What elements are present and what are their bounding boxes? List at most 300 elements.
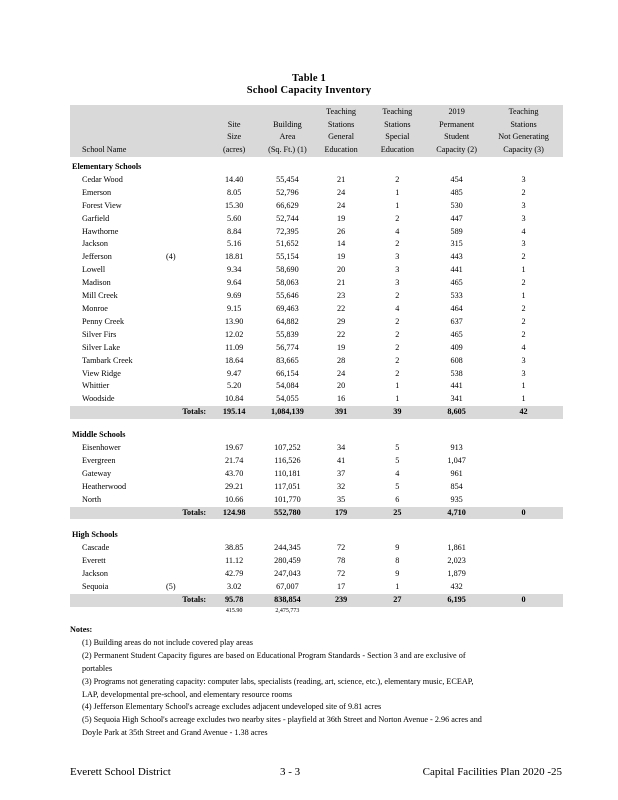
cell-cap: 854 [450,481,463,491]
total-area: 552,780 [258,507,316,520]
cell-site: 5.60 [226,213,242,223]
cell-cap: 447 [450,213,463,223]
cell-area: 52,796 [276,187,299,197]
cell-gen: 78 [336,556,346,566]
cell-spe: 1 [395,582,400,592]
total-gen: 179 [317,507,366,520]
cell-spe: 2 [395,174,400,184]
grand-total-area: 2,475,773 [275,607,300,614]
school-name-cell [70,213,210,226]
notes-section [70,624,550,740]
table-row [70,264,563,277]
totals-label: Totals: [70,594,210,607]
grand-total-site: 415.90 [225,607,243,614]
cell-cap: 935 [450,494,463,504]
table-row [70,393,563,406]
school-name-cell [70,290,210,303]
school-capacity-table [70,105,563,615]
school-name-cell [70,355,210,368]
table-row [70,329,563,342]
table-row [70,200,563,213]
cell-area: 69,463 [276,303,299,313]
school-name: Silver Firs [82,329,117,339]
cell-ng: 2 [521,303,526,313]
cell-cap: 441 [450,381,463,391]
cell-cap: 443 [450,252,463,262]
school-name: Monroe [82,303,108,313]
table-row [70,542,563,555]
table-title-block [0,73,618,97]
total-cap: 4,710 [429,507,484,520]
school-name: North [82,494,102,504]
cell-spe: 3 [395,265,400,275]
table-row [70,187,563,200]
table-row [70,355,563,368]
cell-area: 55,454 [276,174,299,184]
footer-plan-title: Capital Facilities Plan 2020 -25 [422,766,562,778]
cell-spe: 1 [395,187,400,197]
cell-cap: 432 [450,582,463,592]
cell-cap: 465 [450,329,463,339]
cell-ng: 3 [521,239,526,249]
table-row [70,342,563,355]
cell-gen: 21 [336,278,346,288]
footer-page-number: 3 - 3 [280,766,301,778]
school-name-cell [70,494,210,507]
table-row [70,238,563,251]
total-site: 95.78 [210,594,258,607]
cell-spe: 1 [395,200,400,210]
cell-area: 117,051 [274,481,301,491]
footnote-reference: (4) [166,252,176,262]
cell-cap: 454 [450,174,463,184]
cell-site: 21.74 [224,455,244,465]
header-not-generating: Teaching Stations Not Generating Capacity (3) [484,105,563,157]
cell-site: 29.21 [224,481,244,491]
school-name: Evergreen [82,455,116,465]
school-name: Gateway [82,468,112,478]
cell-area: 83,665 [276,355,299,365]
cell-spe: 2 [395,213,400,223]
cell-spe: 2 [395,355,400,365]
section-heading-row [70,425,563,442]
school-name: Eisenhower [82,443,121,453]
total-cap: 6,195 [429,594,484,607]
school-name: Garfield [82,213,110,223]
note-line: LAP, developmental pre-school, and elementary resource rooms [82,689,293,699]
cell-gen: 21 [336,174,346,184]
cell-gen: 29 [336,316,346,326]
school-name-cell [70,251,210,264]
cell-spe: 4 [395,303,400,313]
cell-gen: 22 [336,303,346,313]
cell-area: 116,526 [274,455,301,465]
cell-ng: 3 [521,174,526,184]
table-row [70,277,563,290]
cell-ng: 3 [521,368,526,378]
header-building-area: Building Area (Sq. Ft.) (1) [258,105,316,157]
cell-site: 10.84 [224,394,244,404]
cell-ng: 2 [521,187,526,197]
cell-site: 19.67 [224,443,244,453]
cell-cap: 533 [450,291,463,301]
cell-ng: 4 [521,226,526,236]
cell-spe: 9 [395,569,400,579]
cell-cap: 608 [450,355,463,365]
cell-ng: 3 [521,355,526,365]
header-general-education: Teaching Stations General Education [317,105,366,157]
total-spe: 39 [365,406,429,419]
cell-site: 11.12 [225,556,244,566]
cell-spe: 2 [395,239,400,249]
school-name-cell [70,187,210,200]
cell-site: 14.40 [224,174,244,184]
school-name: Silver Lake [82,342,120,352]
cell-ng: 2 [521,316,526,326]
cell-cap: 538 [450,368,463,378]
cell-spe: 9 [395,543,400,553]
table-row [70,226,563,239]
school-name: Sequoia [82,582,109,592]
totals-row [70,406,563,419]
cell-site: 13.90 [224,316,244,326]
section-heading: Elementary Schools [72,162,142,171]
footer-district: Everett School District [70,766,171,778]
cell-ng: 1 [521,381,526,391]
school-name: View Ridge [82,368,121,378]
total-ng: 42 [484,406,563,419]
cell-ng: 2 [521,278,526,288]
cell-site: 5.20 [226,381,242,391]
school-name-cell [70,368,210,381]
cell-site: 3.02 [226,582,242,592]
cell-area: 55,839 [276,329,299,339]
cell-cap: 465 [450,278,463,288]
cell-spe: 3 [395,252,400,262]
total-spe: 27 [365,594,429,607]
grand-total-empty [484,607,563,615]
table-subtitle: School Capacity Inventory [246,85,372,96]
note-line: Doyle Park at 35th Street and Grand Avenue - 1.38 acres [82,728,268,738]
cell-cap: 589 [450,226,463,236]
cell-ng [484,455,563,468]
table-row [70,316,563,329]
school-name: Mill Creek [82,291,118,301]
cell-spe: 5 [395,481,400,491]
cell-gen: 41 [336,455,346,465]
cell-area: 110,181 [274,468,301,478]
section-heading: High Schools [72,530,118,540]
cell-ng [484,442,563,455]
cell-gen: 22 [336,329,346,339]
cell-gen: 19 [336,342,346,352]
school-name-cell [70,238,210,251]
cell-gen: 72 [336,569,346,579]
cell-spe: 2 [395,329,400,339]
cell-cap: 1,047 [447,455,466,465]
cell-area: 51,652 [276,239,299,249]
cell-cap: 2,023 [447,556,466,566]
cell-ng [484,568,563,581]
cell-ng: 3 [521,200,526,210]
cell-cap: 1,861 [447,543,466,553]
total-area: 1,084,139 [258,406,316,419]
cell-area: 66,154 [276,368,299,378]
school-name-cell [70,277,210,290]
notes-heading: Notes: [70,625,93,634]
section-heading: Middle Schools [72,430,126,440]
table-row [70,290,563,303]
note-line: (2) Permanent Student Capacity figures are based on Educational Program Standards - Section 3 and are exclusive of [82,650,466,660]
cell-gen: 19 [336,213,346,223]
school-name: Cascade [82,543,110,553]
section-heading-row [70,157,563,174]
cell-site: 8.84 [226,226,242,236]
cell-area: 72,395 [276,226,299,236]
cell-gen: 32 [336,481,346,491]
cell-site: 8.05 [226,187,242,197]
cell-gen: 24 [336,200,346,210]
cell-gen: 72 [336,543,346,553]
cell-gen: 28 [336,355,346,365]
cell-ng [484,555,563,568]
table-row [70,174,563,187]
school-name-cell [70,555,210,568]
total-gen: 391 [317,406,366,419]
cell-cap: 961 [450,468,463,478]
section-heading-row [70,525,563,542]
cell-site: 5.16 [226,239,242,249]
cell-gen: 24 [336,368,346,378]
cell-gen: 17 [336,582,346,592]
cell-site: 9.34 [226,265,242,275]
table-row [70,568,563,581]
table-title: Table 1 [292,73,326,84]
total-site: 195.14 [210,406,258,419]
totals-row [70,507,563,520]
totals-label: Totals: [70,507,210,520]
cell-area: 58,063 [276,278,299,288]
table-row [70,251,563,264]
cell-site: 42.79 [224,569,244,579]
total-cap: 8,605 [429,406,484,419]
school-name: Whittier [82,381,110,391]
header-row [70,105,563,157]
cell-area: 64,882 [276,316,299,326]
cell-area: 55,154 [276,252,299,262]
cell-ng [484,494,563,507]
grand-total-empty [317,607,366,615]
table-row [70,555,563,568]
school-name-cell [70,316,210,329]
cell-gen: 37 [336,468,346,478]
cell-area: 54,055 [276,394,299,404]
cell-area: 54,084 [276,381,299,391]
school-name-cell [70,542,210,555]
notes-list [70,637,550,740]
cell-ng: 2 [521,329,526,339]
cell-site: 9.47 [226,368,242,378]
table-row [70,494,563,507]
total-gen: 239 [317,594,366,607]
cell-cap: 441 [450,265,463,275]
cell-gen: 20 [336,265,346,275]
cell-spe: 1 [395,381,400,391]
cell-spe: 2 [395,368,400,378]
cell-gen: 23 [336,291,346,301]
cell-area: 55,646 [276,291,299,301]
cell-area: 66,629 [276,200,299,210]
cell-gen: 14 [336,239,346,249]
header-student-capacity: 2019 Permanent Student Capacity (2) [429,105,484,157]
school-name: Woodside [82,394,115,404]
cell-cap: 637 [450,316,463,326]
table-row [70,481,563,494]
school-name: Jackson [82,239,108,249]
cell-gen: 34 [336,443,346,453]
school-name: Cedar Wood [82,174,123,184]
totals-row [70,594,563,607]
cell-site: 10.66 [224,494,244,504]
cell-ng: 3 [521,213,526,223]
cell-area: 101,770 [274,494,301,504]
school-name: Jackson [82,569,108,579]
cell-cap: 409 [450,342,463,352]
school-name-cell [70,200,210,213]
cell-site: 43.70 [224,468,244,478]
school-name-cell [70,455,210,468]
cell-gen: 19 [336,252,346,262]
table-row [70,380,563,393]
cell-site: 9.69 [226,291,242,301]
cell-spe: 3 [395,278,400,288]
cell-spe: 4 [395,226,400,236]
grand-total-label [70,607,210,615]
header-special-education: Teaching Stations Special Education [365,105,429,157]
cell-area: 58,690 [276,265,299,275]
cell-site: 9.15 [226,303,242,313]
school-name: Tambark Creek [82,355,133,365]
school-name: Emerson [82,187,112,197]
school-name-cell [70,581,210,594]
cell-spe: 5 [395,443,400,453]
footnote-reference: (5) [166,582,176,592]
cell-spe: 2 [395,291,400,301]
cell-gen: 26 [336,226,346,236]
table-row [70,455,563,468]
cell-spe: 8 [395,556,400,566]
grand-total-row [70,607,563,615]
school-name-cell [70,481,210,494]
cell-spe: 2 [395,342,400,352]
note-line: (3) Programs not generating capacity: computer labs, specialists (reading, art, science, etc.), elementary music, ECEAP, [82,676,474,686]
cell-site: 38.85 [224,543,244,553]
note-line: (4) Jefferson Elementary School's acreage excludes adjacent undeveloped site of 9.81 acres [82,702,382,712]
school-name-cell [70,226,210,239]
cell-area: 67,007 [276,582,299,592]
school-name: Madison [82,278,111,288]
school-name-cell [70,380,210,393]
school-name: Penny Creek [82,316,125,326]
cell-ng [484,481,563,494]
table-row [70,303,563,316]
cell-ng: 4 [521,342,526,352]
cell-ng: 2 [521,252,526,262]
table-row [70,581,563,594]
cell-site: 11.09 [225,342,244,352]
cell-ng [484,542,563,555]
cell-spe: 2 [395,316,400,326]
header-site-size: Site Size (acres) [210,105,258,157]
cell-ng: 1 [521,291,526,301]
cell-site: 18.81 [224,252,244,262]
cell-cap: 913 [450,443,463,453]
cell-ng [484,468,563,481]
cell-gen: 35 [336,494,346,504]
cell-cap: 485 [450,187,463,197]
cell-cap: 1,879 [447,569,466,579]
school-name-cell [70,468,210,481]
grand-total-empty [429,607,484,615]
cell-area: 52,744 [276,213,299,223]
table-row [70,442,563,455]
cell-gen: 20 [336,381,346,391]
cell-area: 247,043 [274,569,301,579]
cell-site: 9.64 [226,278,242,288]
school-name: Jefferson [82,252,112,262]
table-row [70,213,563,226]
note-line: portables [82,663,113,673]
note-line: (5) Sequoia High School's acreage excludes two nearby sites - playfield at 36th Street and Norton Avenue - 2.96 acres and [82,715,482,725]
school-name: Everett [82,556,106,566]
table-body [70,157,563,615]
cell-gen: 24 [336,187,346,197]
cell-area: 280,459 [274,556,301,566]
school-name: Hawthorne [82,226,119,236]
school-name: Forest View [82,200,122,210]
cell-area: 56,774 [276,342,299,352]
grand-total-empty [365,607,429,615]
table-header [70,105,563,157]
school-name-cell [70,264,210,277]
total-spe: 25 [365,507,429,520]
cell-area: 107,252 [274,443,301,453]
school-name-cell [70,393,210,406]
cell-ng: 1 [521,394,526,404]
cell-cap: 464 [450,303,463,313]
note-line: (1) Building areas do not include covered play areas [82,637,253,647]
cell-site: 15.30 [224,200,244,210]
school-name-cell [70,303,210,316]
cell-spe: 4 [395,468,400,478]
cell-cap: 530 [450,200,463,210]
school-name: Heatherwood [82,481,127,491]
total-ng: 0 [484,507,563,520]
total-site: 124.98 [210,507,258,520]
cell-ng [484,581,563,594]
school-name-cell [70,342,210,355]
cell-ng: 1 [521,265,526,275]
cell-area: 244,345 [274,543,301,553]
school-name: Lowell [82,265,106,275]
cell-site: 18.64 [224,355,244,365]
cell-spe: 5 [395,455,400,465]
table-row [70,468,563,481]
total-area: 838,854 [258,594,316,607]
table-row [70,368,563,381]
header-school-name: School Name [70,105,210,157]
cell-cap: 341 [450,394,463,404]
